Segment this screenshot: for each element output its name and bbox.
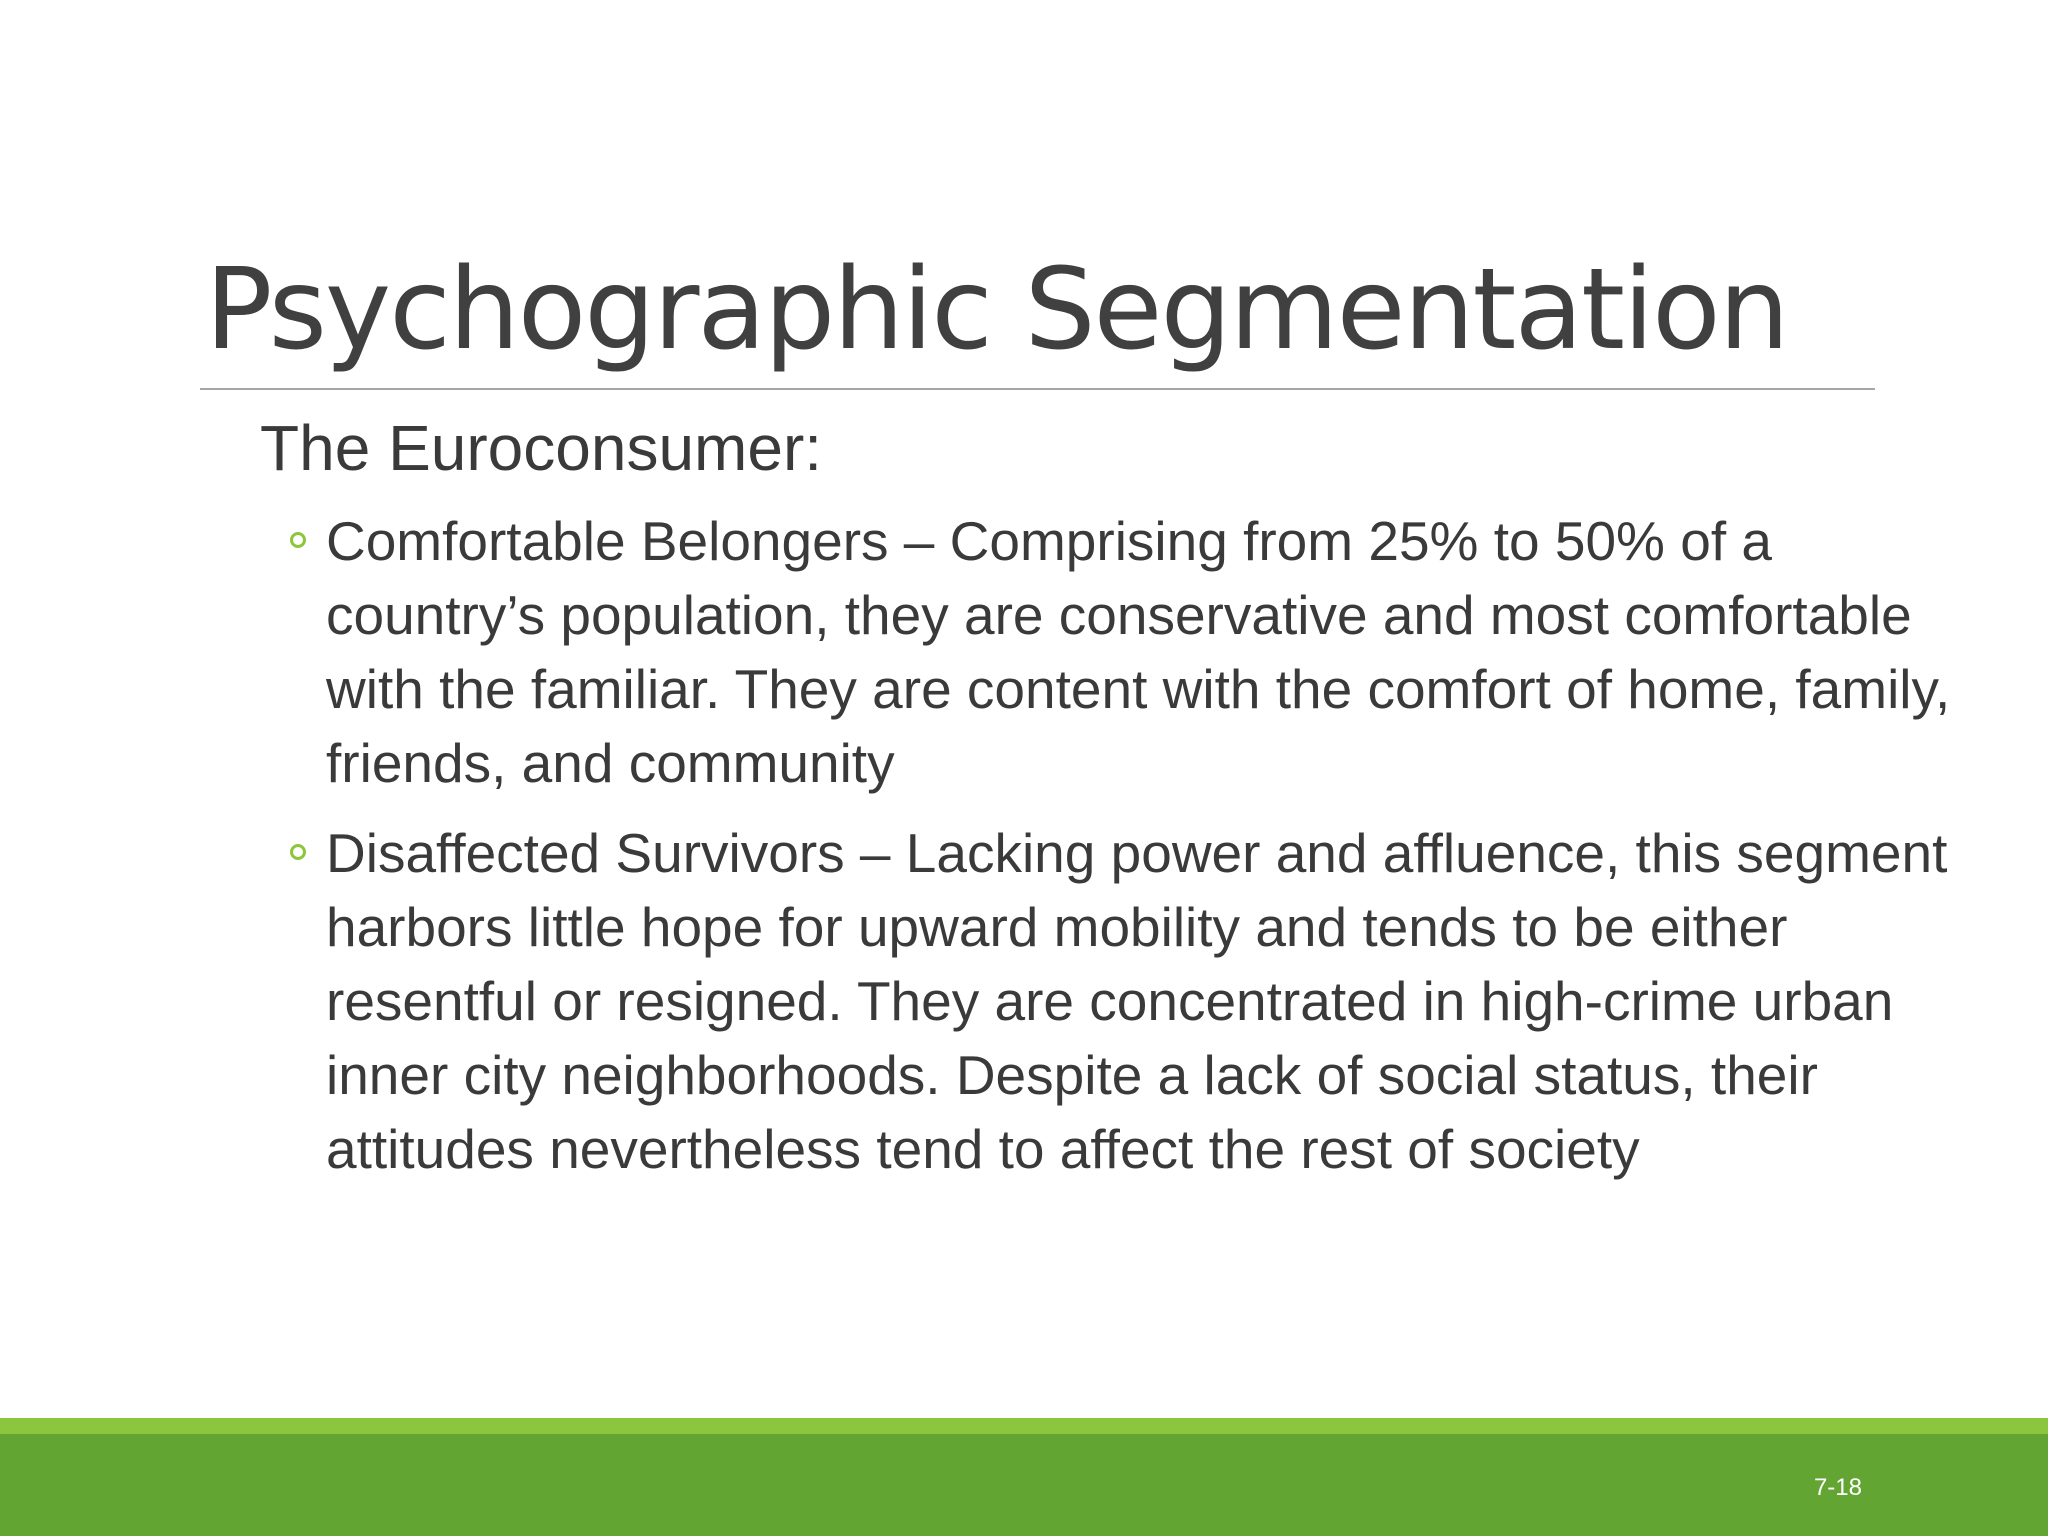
slide-body: [260, 408, 1990, 1202]
bullet-item-disaffected-survivors: [260, 816, 1990, 1186]
footer-band: [0, 1434, 2048, 1536]
bullet-text: Disaffected Survivors – Lacking power and affluence, this segment harbors little hope for upward mobility and tends to be either resentful or resigned. They are concentrated in high-crime urban inner city neighborhoods. Despite a lack of social status, their attitudes nevertheless tend to affect the rest of society: [326, 822, 1948, 1180]
hollow-circle-bullet-icon: [290, 844, 306, 860]
hollow-circle-bullet-icon: [290, 532, 306, 548]
slide-title: Psychographic Segmentation: [205, 245, 1788, 375]
title-divider: [200, 388, 1875, 390]
bullet-text: Comfortable Belongers – Comprising from 25% to 50% of a country’s population, they are conservative and most comfortable with the familiar. They are content with the comfort of home, family, friends, and community: [326, 510, 1951, 794]
bullet-item-comfortable-belongers: [260, 504, 1990, 800]
footer-accent-stripe: [0, 1418, 2048, 1434]
bullet-list: [260, 504, 1990, 1186]
subheading: The Euroconsumer:: [260, 412, 823, 484]
page-number: 7-18: [1813, 1474, 1862, 1501]
